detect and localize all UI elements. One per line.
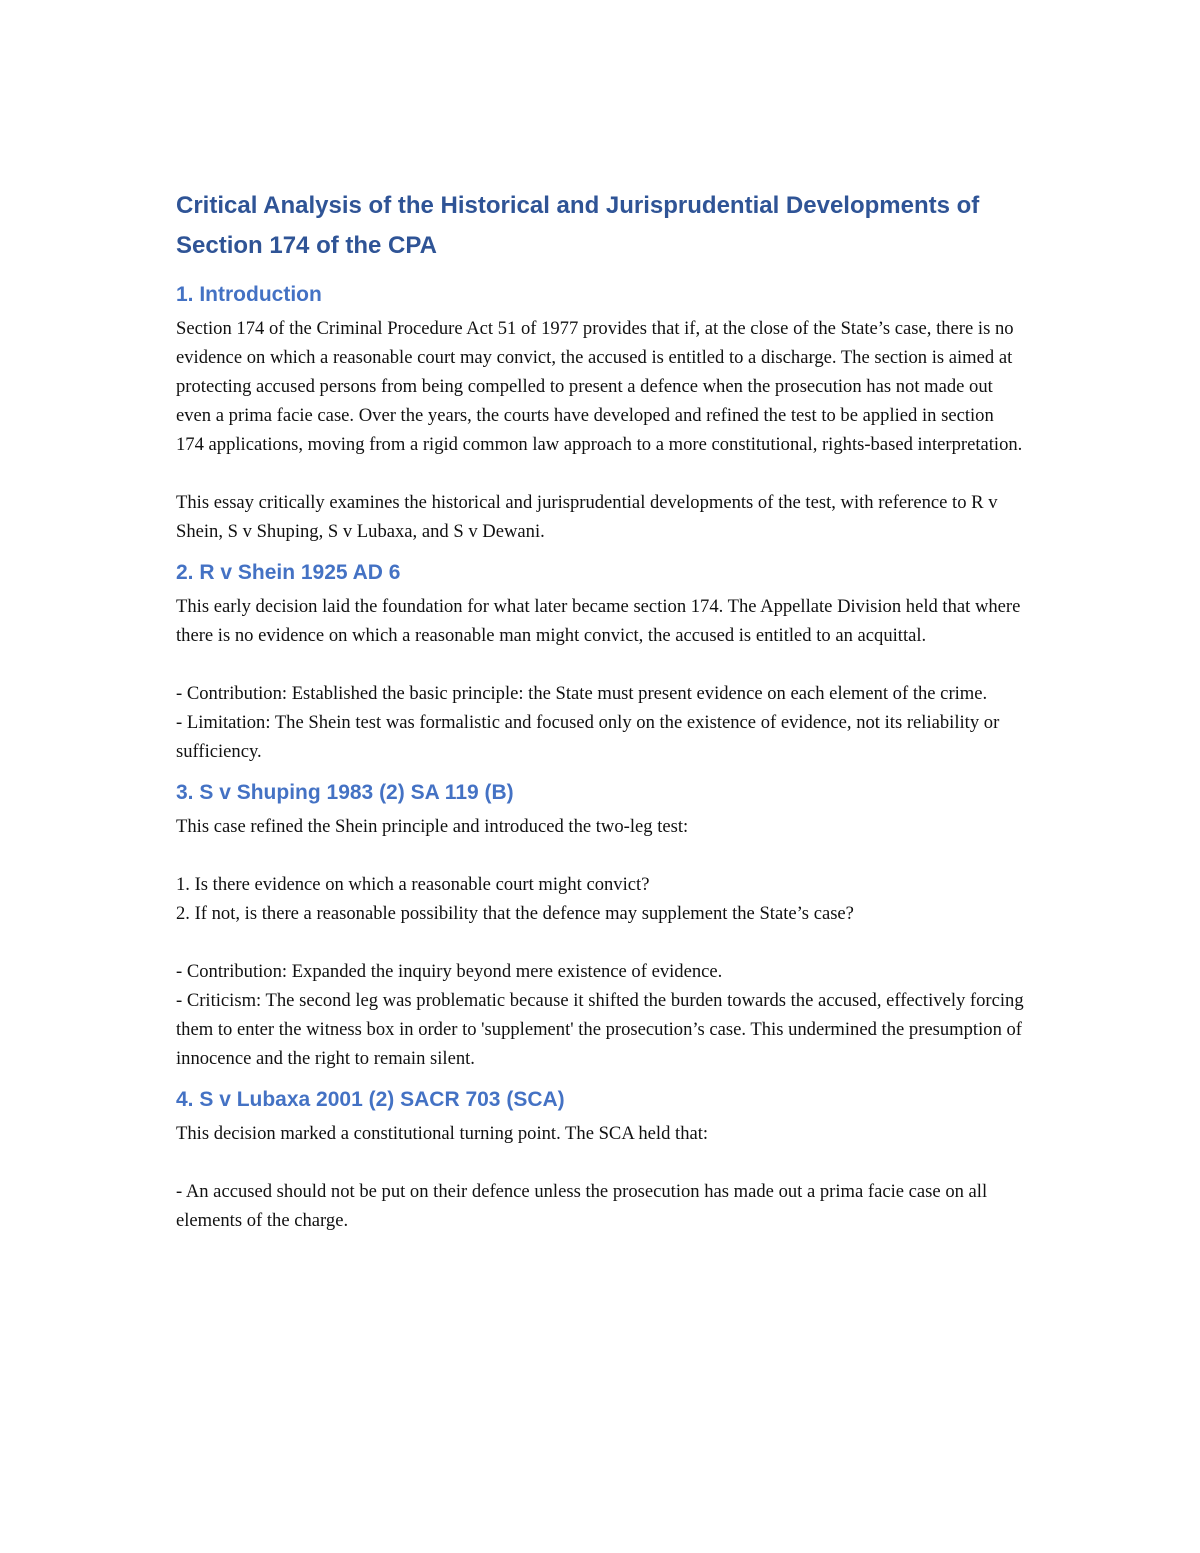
paragraph-gap: [176, 928, 1026, 957]
paragraph-gap: [176, 459, 1026, 488]
section-gap: [176, 1073, 1026, 1085]
shuping-criticism: - Criticism: The second leg was problematic because it shifted the burden towards the accused, effectively forcing them to enter the witness box in order to 'supplement' the prosecution’s case. This undermined the presumption of innocence and the right to remain silent.: [176, 990, 1024, 1069]
section-heading-introduction: 1. Introduction: [176, 283, 322, 306]
shuping-paragraph: This case refined the Shein principle and introduced the two-leg test:: [176, 816, 689, 837]
section-heading-shein: 2. R v Shein 1925 AD 6: [176, 561, 401, 584]
shein-contribution: - Contribution: Established the basic principle: the State must present evidence on each element of the crime.: [176, 683, 988, 704]
shuping-contribution: - Contribution: Expanded the inquiry beyond mere existence of evidence.: [176, 961, 723, 982]
paragraph-gap: [176, 1148, 1026, 1177]
shuping-leg-one: 1. Is there evidence on which a reasonable court might convict?: [176, 874, 650, 895]
document-title: Critical Analysis of the Historical and Jurisprudential Developments of Section 174 of the CPA: [176, 192, 980, 259]
paragraph-gap: [176, 841, 1026, 870]
shuping-leg-two: 2. If not, is there a reasonable possibility that the defence may supplement the State’s case?: [176, 903, 854, 924]
intro-paragraph: Section 174 of the Criminal Procedure Act 51 of 1977 provides that if, at the close of the State’s case, there is no evidence on which a reasonable court may convict, the accused is entitled to a discharge. The section is aimed at protecting accused persons from being compelled to present a defence when the prosecution has not made out even a prima facie case. Over the years, the courts have developed and refined the test to be applied in section 174 applications, moving from a rigid common law approach to a more constitutional, rights-based interpretation.: [176, 318, 1023, 455]
section-heading-lubaxa: 4. S v Lubaxa 2001 (2) SACR 703 (SCA): [176, 1088, 565, 1111]
document-page: [176, 186, 1026, 1235]
shein-limitation: - Limitation: The Shein test was formalistic and focused only on the existence of evidence, not its reliability or sufficiency.: [176, 712, 1000, 762]
paragraph-gap: [176, 650, 1026, 679]
section-gap: [176, 546, 1026, 558]
section-heading-shuping: 3. S v Shuping 1983 (2) SA 119 (B): [176, 781, 514, 804]
intro-scope-paragraph: This essay critically examines the historical and jurisprudential developments of the test, with reference to R v Shein, S v Shuping, S v Lubaxa, and S v Dewani.: [176, 492, 998, 542]
lubaxa-paragraph: This decision marked a constitutional turning point. The SCA held that:: [176, 1123, 709, 1144]
section-gap: [176, 766, 1026, 778]
lubaxa-point: - An accused should not be put on their defence unless the prosecution has made out a prima facie case on all elements of the charge.: [176, 1181, 988, 1231]
shein-paragraph: This early decision laid the foundation for what later became section 174. The Appellate Division held that where there is no evidence on which a reasonable man might convict, the accused is entitled to an acquittal.: [176, 596, 1021, 646]
